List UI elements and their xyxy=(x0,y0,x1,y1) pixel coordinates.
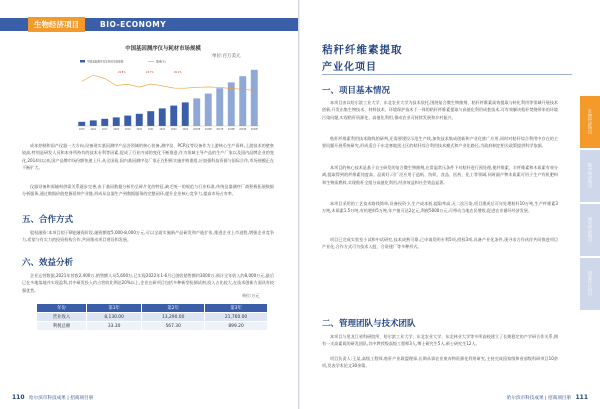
x-tick-label: 2016 xyxy=(90,128,97,131)
side-tab-ice[interactable]: 冰雪经济项目 xyxy=(580,204,600,256)
bar-2017 xyxy=(101,119,108,126)
chart-legend xyxy=(80,59,166,63)
paragraph-basic-3: 本项目的核心技术是基于自主研发的复合微生物菌剂,在常温常压条件下对秸秆进行预处理,使纤维素、半纤维素和木质素有效分离,提取得到的纤维素纯度高、品质好,可广泛应用于造纸、纺织、食品、医药、化工等领域,同时副产物木质素可用于生产有机肥料和生物质燃料,实现秸秆全组分高值化利用,经济效益和社会效益显著。 xyxy=(322,165,558,185)
x-tick-label: 2030E xyxy=(250,128,258,131)
side-tab-design[interactable]: 创意设计项目 xyxy=(580,258,600,310)
x-tick-label: 2021 xyxy=(147,128,154,131)
x-tick-label: 2015 xyxy=(78,128,85,131)
section-benefit-title: 六、效益分析 xyxy=(22,258,74,268)
paragraph-team-2: 项目负责人:王某,高级工程师,秸秆产业联盟理事,长期从事农业废弃物资源化利用研究,主持完成国家级和省部级科研项目10余项,发表学术论文30余篇。 xyxy=(322,356,558,369)
bar-2026E xyxy=(205,94,212,126)
table-header: 第2年 xyxy=(142,304,205,313)
right-page xyxy=(300,0,600,409)
paragraph-team-1: 本项目与黑龙江省科研院所、哈尔滨工业大学、东北农业大学、东北林业大学等多所高校建立了长期稳定的产学研合作关系,拥有一支高素质的研发团队,其中教授级高级工程师3人,博士研究生5人,硕士研究生12人。 xyxy=(322,334,558,347)
chart-bars xyxy=(78,70,257,126)
bar-2024 xyxy=(182,102,189,126)
x-tick-label: 2025E xyxy=(193,128,201,131)
table-cell: 33.30 xyxy=(86,322,141,331)
bar-2023 xyxy=(170,106,177,126)
section-english: BIO-ECONOMY xyxy=(100,20,167,29)
table-header: 第3年 xyxy=(205,304,268,313)
paragraph-basic-4: 本项目采用的工艺技术路线简单,设备投资少,生产成本低,提取率高,无二次污染,项目建成后可年处理秸秆10万吨,生产纤维素3万吨,木质素1.5万吨,有机肥料5万吨,年产值可达2亿元,利税5000万元,可带动当地农民增收,促进农业循环经济发展。 xyxy=(322,201,558,214)
growth-callout: 20.1% xyxy=(174,71,182,74)
paragraph-market: 成本控制和国产仪器一大方向,设备现实基因测序产品各领域的核心装备,测序仪、PCR仪等设备作为上游核心生产资料,上游技术的壁垒较高,特别是研发人员和本身所持有的技术专利等因素,促成了行业内部的变化不断推进,作为领域主导产品的生产厂家以及国内品牌企业的变化,2014年以来,国产品牌市场份额快速上升,从全国看,国内基因测序仪厂家正在积极实施并购重组,应加强科技资源与国际合作,市场规模正在不断扩大。 xyxy=(22,143,274,170)
bar-2029E xyxy=(239,76,246,126)
table-header: 年份 xyxy=(37,304,87,313)
table-row xyxy=(37,322,268,331)
legend-label-line: 增速(%) xyxy=(156,60,166,64)
chart-title: 中国基因测序仪与耗材市场规模 xyxy=(125,46,201,52)
table-cell: 567.30 xyxy=(142,322,205,331)
project-subtitle: 产业化项目 xyxy=(322,58,377,73)
table-unit: 单位:万元 xyxy=(242,293,260,298)
footer-text-left: 哈尔滨市科技成果 | 招商项目册 xyxy=(29,396,94,401)
bar-2019 xyxy=(124,116,131,126)
page-number-right: 111 xyxy=(575,394,588,401)
x-tick-label: 2028E xyxy=(227,128,235,131)
x-tick-label: 2027E xyxy=(216,128,224,131)
paragraph-supply: 仪器设备和原辅料供需关系逐步完善,由于基因数据分析仍呈碎片化的特征,缺乏统一的规范与行业标准,传统仪器测序厂商积极拓展数据分析服务,通过数据价值挖掘延伸产业链,形成从仪器生产到数据服务的完整闭环,提升企业核心竞争力,提高市场占有率。 xyxy=(22,184,274,197)
table-cell: 利税总额 xyxy=(37,322,87,331)
x-tick-label: 2023 xyxy=(170,128,177,131)
chart-x-labels xyxy=(79,128,258,131)
bar-2027E xyxy=(216,88,223,126)
paragraph-basic-1: 本项目由以哈尔滨工业大学、东北农业大学为技术依托,围绕复合微生物菌剂、秸秆纤维素高效提取与转化利用等领域开展技术创新,开发出集生物技术、材料技术、环境保护技术于一体的秸秆纤维素提取与高值化利用成套技术,可有效解决秸秆焚烧带来的环境污染问题,实现秸秆资源化、高值化利用,推动农业可持续发展和乡村振兴。 xyxy=(322,100,558,120)
section-basic-title: 一、项目基本情况 xyxy=(322,86,391,96)
market-chart xyxy=(58,42,268,136)
legend-swatch-bar xyxy=(80,60,85,63)
x-tick-label: 2024 xyxy=(182,128,189,131)
table-cell: 13,290.00 xyxy=(142,313,205,322)
project-title: 秸秆纤维素提取 xyxy=(322,44,403,56)
footer-right xyxy=(507,394,588,401)
table-cell: 21,760.00 xyxy=(205,313,268,322)
growth-callout: 23.7% xyxy=(146,71,154,74)
paragraph-basic-5: 项目已完成实验室小试和中试研究,技术成熟可靠,已申请发明专利5项,授权3项,具备产业化条件,现寻求合作伙伴共同推进项目产业化,合作方式可为技术入股、合资建厂等多种形式。 xyxy=(322,237,558,250)
footer-text-right: 哈尔滨市科技成果 | 招商项目册 xyxy=(506,396,571,401)
paragraph-cooperation: 股权融资:本项目拟于B轮融资阶段,融资额度5,000-8,000万元,可以全面实施新产品研发和产能扩张,推进企业上市进程,增强企业竞争力,希望与有实力的投资机构合作,共同推动项目建设和发展。 xyxy=(22,230,274,243)
x-tick-label: 2026E xyxy=(204,128,212,131)
bar-2021 xyxy=(147,111,154,126)
table-cell: 899.20 xyxy=(205,322,268,331)
side-tabs xyxy=(580,96,600,312)
x-tick-label: 2018 xyxy=(113,128,120,131)
table-cell: 8,130.00 xyxy=(86,313,141,322)
x-tick-label: 2017 xyxy=(101,128,108,131)
bar-2025E xyxy=(193,98,200,126)
footer-left xyxy=(12,394,93,401)
x-tick-label: 2029E xyxy=(239,128,247,131)
page-number-left: 110 xyxy=(12,394,25,401)
financial-table xyxy=(36,303,268,331)
table-row xyxy=(37,313,268,322)
x-tick-label: 2020 xyxy=(136,128,143,131)
paragraph-benefit: 企业运营数据,2021年营收2,400万,销售额人员5,600万,已实现2022年1-6月已创收销售额约3000万,预计全年收入约8,000万元,最后已在多地落地并实现盈利,其中研发投入约占营收比例达20%以上,企业在研项目包括多种新型检测试剂,投入占比较大,在技术创新方面具有较强优势。 xyxy=(22,273,274,293)
bar-2018 xyxy=(113,117,120,126)
left-page xyxy=(0,0,299,409)
legend-label-bar: 中国基因测序仪及耗材市场规模 xyxy=(87,60,124,64)
section-cooperation-title: 五、合作方式 xyxy=(22,215,74,225)
section-team-title: 二、管理团队与技术团队 xyxy=(322,319,416,329)
x-tick-label: 2019 xyxy=(124,128,131,131)
table-cell: 营业收入 xyxy=(37,313,87,322)
bar-2022 xyxy=(159,108,166,126)
growth-callout: 24.8% xyxy=(118,71,126,74)
side-tab-bio[interactable]: 生物经济项目 xyxy=(580,96,600,148)
bar-2015 xyxy=(78,122,85,126)
bar-2030E xyxy=(251,70,258,126)
bar-2016 xyxy=(90,120,97,126)
section-tag: 生物经济项目 xyxy=(28,17,85,32)
bar-2020 xyxy=(136,114,143,126)
x-tick-label: 2022 xyxy=(159,128,166,131)
table-header: 第1年 xyxy=(86,304,141,313)
chart-unit: 单位:百万美元 xyxy=(212,54,241,59)
side-tab-digital[interactable]: 数字经济项目 xyxy=(580,150,600,202)
paragraph-basic-2: 秸秆纤维素利用技术路线的研判,还需要建设示范生产线,加快技术集成创新和产业化推广应用,同时对秸秆综合利用中存在的主要问题开展系统研究,形成适合于东北寒地黑土区的秸秆综合利用技术模式和产业化路径,为政府制定相关政策提供科学依据。 xyxy=(322,136,558,149)
